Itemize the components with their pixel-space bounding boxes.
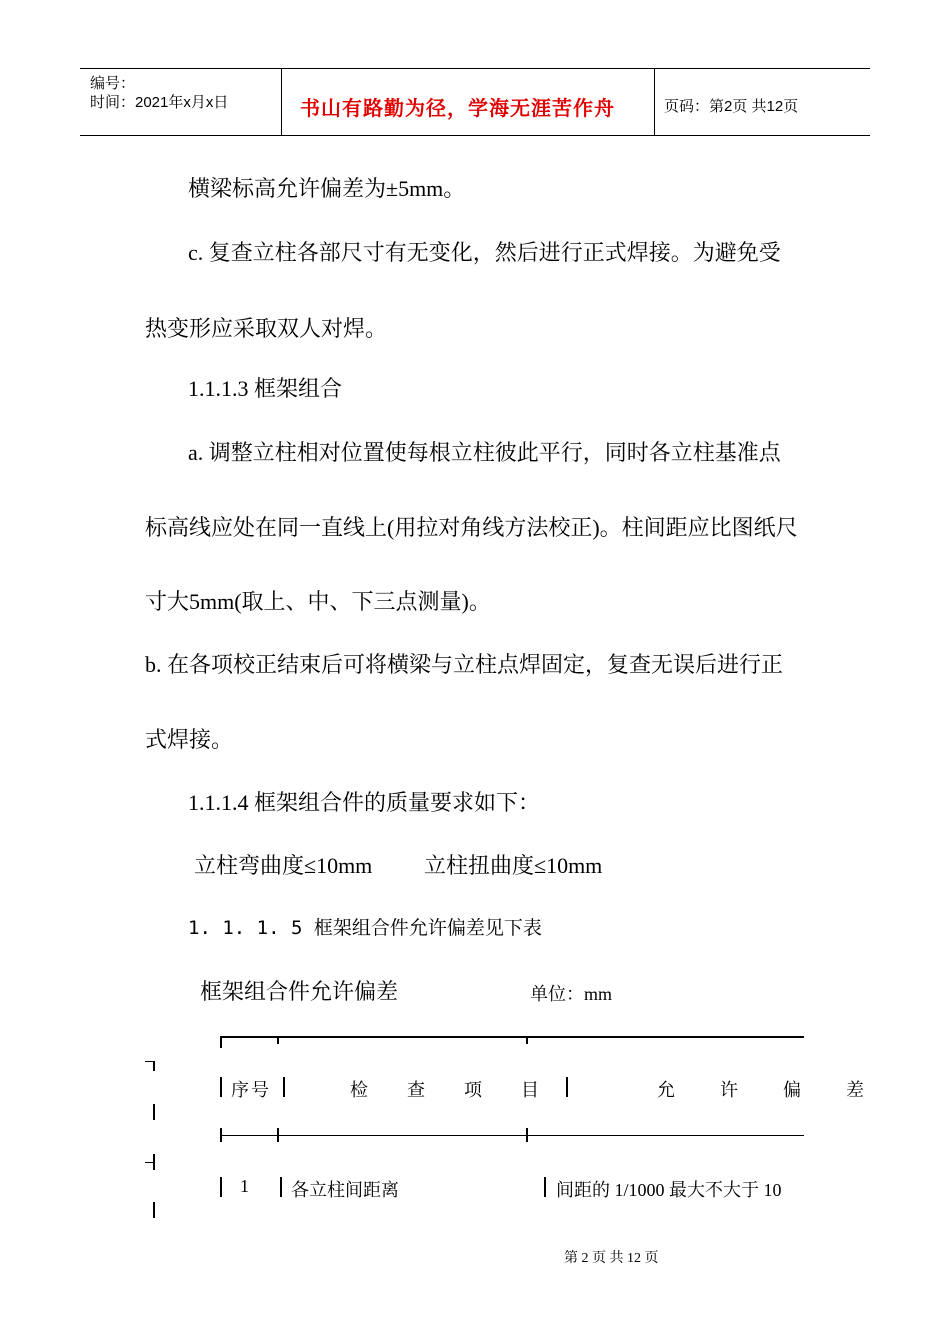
- paragraph-b-line1: b. 在各项校正结束后可将横梁与立柱点焊固定，复查无误后进行正: [145, 652, 784, 677]
- heading-1114: 1.1.1.4 框架组合件的质量要求如下：: [188, 790, 541, 815]
- table-header-bar-2: [566, 1077, 568, 1097]
- table-unit: 单位：mm: [530, 984, 613, 1004]
- header-motto: 书山有路勤为径，学海无涯苦作舟: [300, 98, 615, 120]
- table-header-left-bar: [220, 1077, 222, 1097]
- paragraph-c-line1: c. 复查立柱各部尺寸有无变化，然后进行正式焊接。为避免受: [188, 240, 781, 265]
- header-divider-left: [281, 68, 282, 135]
- table-mid-left-tick: [220, 1128, 222, 1142]
- header-top-rule: [80, 68, 870, 69]
- paragraph-beam-tolerance: 横梁标高允许偏差为±5mm。: [188, 176, 466, 201]
- table-top-tick-1: [277, 1036, 279, 1044]
- margin-bracket-top-stem: [153, 1061, 155, 1071]
- margin-tick-3: [153, 1202, 155, 1218]
- table-row-left-bar: [220, 1177, 222, 1197]
- table-header-tolerance: 允 许 偏 差: [657, 1080, 876, 1100]
- table-mid-tick-1: [277, 1128, 279, 1142]
- table-mid-tick-2: [526, 1128, 528, 1142]
- table-row-1-no: 1: [240, 1176, 249, 1196]
- heading-1115: 1. 1. 1. 5 框架组合件允许偏差见下表: [188, 917, 542, 939]
- requirement-bend: 立柱弯曲度≤10mm: [194, 853, 373, 878]
- paragraph-a-line1: a. 调整立柱相对位置使每根立柱彼此平行，同时各立柱基准点: [188, 440, 781, 465]
- paragraph-a-line2: 标高线应处在同一直线上(用拉对角线方法校正)。柱间距应比图纸尺: [145, 515, 798, 540]
- table-row-1-tolerance: 间距的 1/1000 最大不大于 10: [556, 1180, 782, 1200]
- header-page-info: 页码：第2页 共12页: [664, 98, 799, 115]
- table-caption: 框架组合件允许偏差: [200, 979, 399, 1004]
- footer-page-number: 第 2 页 共 12 页: [564, 1251, 659, 1266]
- requirement-twist: 立柱扭曲度≤10mm: [424, 853, 603, 878]
- table-top-tick-2: [526, 1036, 528, 1044]
- table-header-bottom-rule: [220, 1135, 804, 1136]
- paragraph-a-line3: 寸大5mm(取上、中、下三点测量)。: [145, 589, 491, 614]
- header-time-label: 时间：2021年x月x日: [90, 94, 229, 111]
- table-header-bar-1: [283, 1077, 285, 1097]
- paragraph-b-line2: 式焊接。: [145, 727, 234, 752]
- table-top-left-tick: [220, 1036, 222, 1048]
- table-header-no: 序号: [231, 1080, 271, 1100]
- header-number-label: 编号：: [90, 75, 136, 92]
- header-divider-right: [654, 68, 655, 135]
- table-row-bar-2: [544, 1177, 546, 1197]
- margin-tick-2-arm: [145, 1162, 154, 1163]
- paragraph-c-line2: 热变形应采取双人对焊。: [145, 316, 388, 341]
- table-header-item: 检 查 项 目: [350, 1080, 549, 1100]
- margin-tick-1: [153, 1104, 155, 1120]
- heading-1113: 1.1.1.3 框架组合: [188, 376, 343, 401]
- table-top-rule: [220, 1036, 804, 1038]
- header-bottom-rule: [80, 135, 870, 136]
- table-row-bar-1: [280, 1177, 282, 1197]
- table-row-1-item: 各立柱间距离: [291, 1180, 399, 1200]
